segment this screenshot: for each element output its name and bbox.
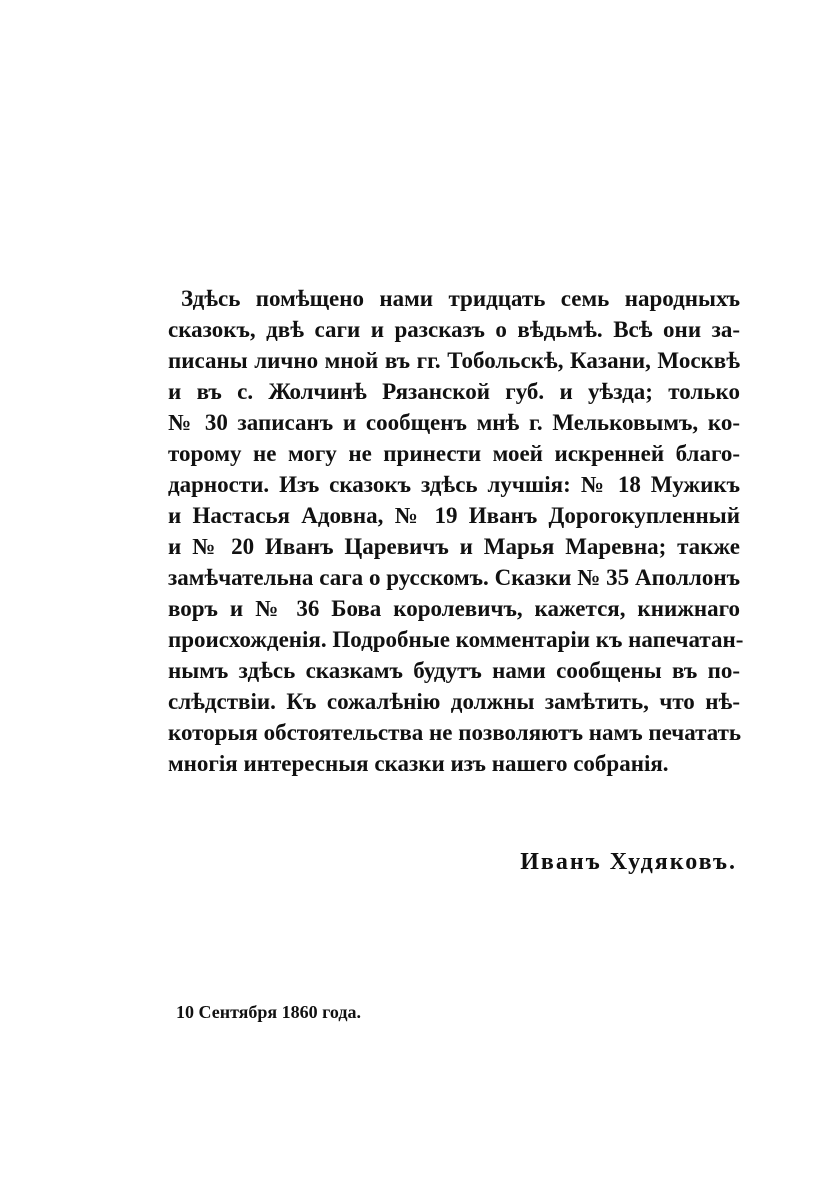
preface-line: № 30 записанъ и сообщенъ мнѣ г. Мельковымъ, ко- xyxy=(168,410,740,435)
preface-line: многія интересныя сказки изъ нашего собранія. xyxy=(168,751,669,776)
date-line: 10 Сентября 1860 года. xyxy=(176,1002,361,1022)
preface-line: происхожденія. Подробные комментаріи къ напечатан- xyxy=(168,627,744,652)
preface-line: слѣдствіи. Къ сожалѣнію должны замѣтить, что нѣ- xyxy=(168,689,740,714)
preface-line: и № 20 Иванъ Царевичъ и Марья Маревна; также xyxy=(168,534,740,559)
preface-line: воръ и № 36 Бова королевичъ, кажется, книжнаго xyxy=(168,596,740,621)
preface-line: сказокъ, двѣ саги и разсказъ о вѣдьмѣ. Всѣ они за- xyxy=(168,317,740,342)
preface-paragraph xyxy=(168,283,744,779)
preface-line: торому не могу не принести моей искренней благо- xyxy=(168,441,740,466)
preface-line: Здѣсь помѣщено нами тридцать семь народныхъ xyxy=(181,286,740,311)
preface-line: писаны лично мной въ гг. Тобольскѣ, Казани, Москвѣ xyxy=(168,348,740,373)
preface-line: и Настасья Адовна, № 19 Иванъ Дорогокупленный xyxy=(168,503,740,528)
author-signature: Иванъ Худяковъ. xyxy=(520,849,737,875)
preface-line: замѣчательна сага о русскомъ. Сказки № 35 Аполлонъ xyxy=(168,565,740,590)
preface-line: нымъ здѣсь сказкамъ будутъ нами сообщены въ по- xyxy=(168,658,740,683)
preface-line: и въ с. Жолчинѣ Рязанской губ. и уѣзда; только xyxy=(168,379,740,404)
preface-line: дарности. Изъ сказокъ здѣсь лучшія: № 18 Мужикъ xyxy=(168,472,740,497)
preface-line: которыя обстоятельства не позволяютъ намъ печатать xyxy=(168,720,742,745)
